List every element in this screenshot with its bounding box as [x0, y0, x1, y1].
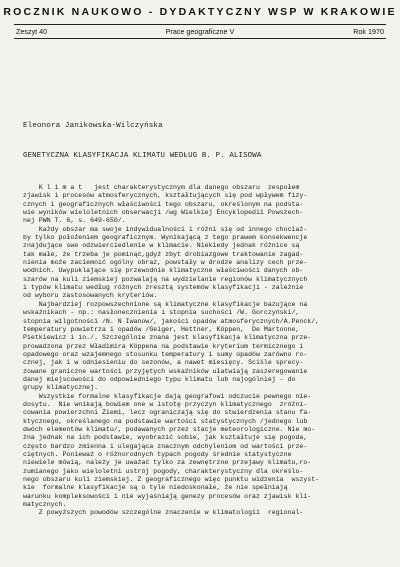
body-text-line: wskaźnikach - np.: nasłonecznienia i stopnia suchości /W. Gorczyński/, [23, 309, 300, 317]
body-text-line: żna jednak na ich podstawie, wyobrazić sobie, jak kształtuje się pogoda, [23, 434, 308, 442]
body-text-line: K l i m a t jest charakterystycznym dla danego obszaru zespołem [23, 184, 300, 191]
body-text-line: zjawisk i procesów atmosferycznych, kształtujących się pod wpływem fizy- [23, 192, 308, 200]
issue-number: Zeszyt 40 [16, 27, 48, 36]
body-text-line: temperatury powietrza i opadów /Geiger, Hettner, Köppen, De Martonne, [23, 325, 300, 333]
body-text-line: dwóch elementów klimatu/, podawanych przez stacje meteorologiczne. Nie mo- [23, 425, 316, 433]
body-text-line: nego obszaru kuli ziemskiej. Z geograficznego więc punktu widzenia wszyst- [23, 476, 320, 484]
header-top-rule [14, 24, 386, 25]
series-name: Prace geograficzne V [165, 27, 235, 36]
body-text-line: dosytu. Nie wnikają bowiem one w istotę przyczyn klimatycznego zróżni- [23, 400, 308, 408]
body-text-line: nienia może zaciemnić ogólny obraz, powstały w drodze analizy cech prze- [23, 259, 308, 267]
article-title: GENETYCZNA KLASYFIKACJA KLIMATU WEDŁUG B. P. ALISOWA [23, 152, 262, 160]
body-text-line: cowania powierzchni Ziemi, lecz ograniczają się do stwierdzenia stanu fa- [23, 409, 312, 417]
article-body [23, 184, 381, 518]
body-text-line: stopnia wilgotności /N. N Iwanow/, jakości opadów atmosferycznych/A.Penck/, [23, 317, 320, 325]
publication-year: Rok 1970 [353, 27, 384, 36]
body-text-line: nej PWN T. 6, s. 649-650/. [23, 217, 126, 225]
body-text-line: i typów klimatu według różnych zresztą systemów klasyfikacji - zależnie [23, 284, 304, 292]
body-text-line: tak małe, że trzeba je pominąć,gdyż zbyt drobiazgowe traktowanie zagad- [23, 250, 304, 258]
body-text-line: matycznych. [23, 501, 67, 509]
body-text-line: opadowego oraz wzajemnego stosunku temperatury i sumy opadów zarówno ro- [23, 350, 308, 358]
body-text-line: zumianego jako wieloletni ustrój pogody, charakterystyczny dla określo- [23, 467, 304, 475]
header-bottom-rule [14, 38, 386, 39]
body-text-line: szarów na kuli ziemskiej pozwalają na wydzielanie regionów klimatycznych [23, 275, 308, 283]
body-text-line: zowane graniczne wartości przyjętych wskaźników ułatwiają zaszeregowanie [23, 367, 308, 375]
body-text-line: ciętnych. Ponieważ o różnorodnych typach pogody średnie statystyczne [23, 451, 292, 458]
body-text-line: wodnich. Uwypuklające się przewodnie klimatyczne właściwości danych ob- [23, 267, 304, 275]
body-text-line: cznych i geograficznych właściwości tego obszaru, określonym na podsta- [23, 200, 304, 208]
body-text-line: niewiele mówią, należy je uważać tylko za zewnętrzne przejawy klimatu,ro- [23, 459, 312, 467]
body-text-line: ktycznego, określanego na podstawie wartości statystycznych /jednego lub [23, 417, 308, 425]
body-text-line: znajdujące swe odzwierciedlenie w klimacie. Niekiedy jednak różnice są [23, 242, 300, 250]
body-text-line: od wyboru zastosowanych kryteriów. [23, 292, 158, 300]
body-text-line: warunku kompleksowości i nie wyjaśniają genezy procesów oraz zjawisk kli- [23, 492, 312, 500]
journal-title: ROCZNIK NAUKOWO - DYDAKTYCZNY WSP W KRAKOWIE [3, 6, 397, 18]
body-text-line: Każdy obszar ma swoje indywidualności i różni się od innego chociaż- [23, 225, 308, 233]
body-text-line: danej miejscowości do odpowiedniego typu klimatu lub najogólniej - do [23, 375, 296, 383]
body-text-line: grupy klimatycznej. [23, 384, 99, 392]
body-text-line: Pietkiewicz i in./. Szczególnie znana jest klasyfikacja klimatyczna prze- [23, 334, 312, 342]
body-text-line: Najbardziej rozpowszechnione są klimatyczne klasyfikacje bazujące na [23, 300, 308, 308]
body-text-line: wie wyników wieloletnich obserwacji /wg Wielkiej Encyklopedii Powszech- [23, 209, 304, 217]
body-text-line: cznej, jak i w odniesieniu do sezonów, a nawet miesięcy. Ściśle sprecy- [23, 359, 304, 367]
body-text-line: by tylko położeniem geograficznym. Wynikającą z tego prawem konsekwencje [23, 234, 308, 242]
body-text-line: kie formalne klasyfikacje są o tyle niedoskonałe, że nie spełniają [23, 484, 288, 492]
body-text-line: Wszystkie formalne klasyfikacje dają geografowi odczucie pewnego nie- [23, 392, 312, 400]
body-text-line: Z powyższych powodów szczególne znaczenie w klimatologii regional- [23, 509, 304, 517]
body-text-line: prowadzona przez Władimira Köppena na podstawie kryterium termicznego i [23, 342, 304, 350]
body-text-line: często bardzo zmienna i ulegająca znacznym odchyleniom od wartości prze- [23, 442, 308, 450]
article-author: Eleonora Janikowska-Wilczyńska [23, 122, 163, 130]
